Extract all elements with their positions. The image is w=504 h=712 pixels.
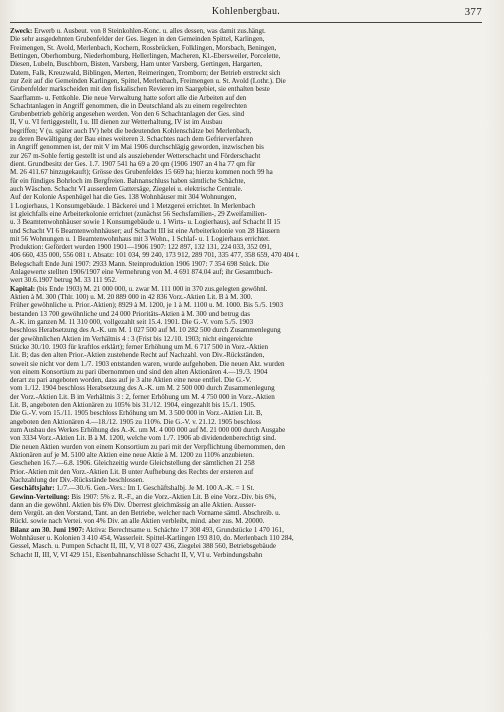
text-line — [10, 268, 482, 276]
line-text: Wohnhäuser u. Kolonien 3 410 454, Wasserleit. Spittel-Karlingen 193 810, do. Merlenbach 110 284, — [10, 534, 294, 543]
line-text: u. 3 Beamtenwohnhäuser sowie 1 Konsumgebäude u. 1 Wirts- u. Logierhaus), auf Schacht II 15 — [10, 218, 281, 227]
text-line — [10, 227, 482, 235]
line-text: Lit. B, angeboten den Aktionären zu 105% bis 31./12. 1904, eingezahlt bis 15./1. 1905. — [10, 401, 256, 410]
text-line — [10, 60, 482, 68]
text-line — [10, 260, 482, 268]
line-text: Aktionären auf je M. 5100 alte Aktien eine neue Aktie à M. 1200 zu 110% anzubieten. — [10, 450, 254, 459]
text-line — [10, 127, 482, 135]
text-line — [10, 152, 482, 160]
section-heading: Geschäftsjahr: — [10, 484, 55, 493]
line-text: für ein fündiges Bohrloch im Bergfreien. Bahnanschluss haben sämtliche Schächte, — [10, 176, 246, 185]
line-text: A.-K. im ganzen M. 11 310 000, vollgezahlt seit 15.4. 1901. Die G.-V. vom 5./5. 1903 — [10, 317, 254, 326]
text-line — [10, 318, 482, 326]
section-heading: Bilanz am 30. Juni 1907: — [10, 525, 85, 534]
line-text: Die G.-V. vom 15./11. 1905 beschloss Erhöhung um M. 3 500 000 in Vorz.-Aktien Lit. B, — [10, 409, 263, 418]
text-line — [10, 160, 482, 168]
text-line — [10, 542, 482, 550]
line-text: Die sehr ausgedehnten Grubenfelder der Ges. liegen in den Gemeinden Spittel, Karlingen, — [10, 35, 265, 44]
section-heading: Zweck: — [10, 27, 33, 35]
text-line — [10, 526, 482, 534]
line-text: zur Zeit auf die Gemeinden Karlingen, Spittel, Merlenbach, Freimengen u. St. Avold (Lothr.). Die — [10, 76, 286, 85]
text-line — [10, 243, 482, 251]
text-line — [10, 52, 482, 60]
text-line — [10, 326, 482, 334]
text-line — [10, 218, 482, 226]
text-line — [10, 476, 482, 484]
line-text: 406 660, 435 000, 556 081 t. Absatz: 101 034, 99 240, 173 912, 289 701, 335 477, 358 659, 470 404 t. — [10, 251, 300, 260]
line-text: Bettingen, Oberhomburg, Niederhomburg, Hellerlingen, Macheren, Kl.-Ebersweiler, Porcelette, — [10, 51, 281, 60]
text-line — [10, 35, 482, 43]
line-text: 1 Logierhaus, 1 Konsumgebäude. 1 Bäckerei und 1 Metzgerei errichtet. In Merlenbach — [10, 201, 255, 210]
text-line — [10, 484, 482, 492]
line-text: zu deren Bewältigung der Bau eines weiteren 3. Schachtes nach dem Gefrierverfahren — [10, 135, 254, 144]
section-heading: Kapital: — [10, 284, 36, 293]
text-line — [10, 335, 482, 343]
text-line — [10, 409, 482, 417]
text-line — [10, 501, 482, 509]
text-line — [10, 351, 482, 359]
line-text: und Schacht VI 6 Beamtenwohnhäuser; auf Schacht III ist eine Arbeiterkolonie von 28 Häusern — [10, 226, 280, 235]
text-line — [10, 493, 482, 501]
line-text: Erwerb u. Ausbeut. von 8 Steinkohlen-Konc. u. alles dessen, was damit zus.hängt. — [32, 27, 266, 35]
line-text: dem Vergüt. an den Vorstand, Tant. an den Betriebe, welcher nach Vorname sämtl. Abschreib. u. — [10, 509, 281, 518]
line-text: bestanden 13 700 gewöhnliche und 24 000 Prioritäts-Aktien à M. 300 und betrug das — [10, 309, 250, 318]
text-line — [10, 384, 482, 392]
text-line — [10, 293, 482, 301]
line-text: Nachzahlung der Div.-Rückstände beschlossen. — [10, 475, 144, 484]
text-line — [10, 418, 482, 426]
line-text: auch Wäschen. Schacht VI ausserdem Gattersäge, Ziegelei u. elektrische Centrale. — [10, 184, 243, 193]
line-text: Die neuen Aktien wurden von einem Konsortium zu pari mit der Verpflichtung übernommen, den — [10, 442, 286, 451]
line-text: Auf der Kolonie Aspenhügel hat die Ges. 138 Wohnhäuser mit 304 Wohnungen, — [10, 193, 237, 202]
text-line — [10, 44, 482, 52]
line-text: dient. Grundbesitz der Ges. 1.7. 1907 541 ha 69 a 20 qm (1906 1907 an 4 ha 77 qm für — [10, 160, 256, 168]
text-line — [10, 517, 482, 525]
line-text: dann an die gewöhnl. Aktien bis 6% Div. Überrest gleichmässig an alle Aktien. Ausser- — [10, 500, 256, 509]
line-text: in Angriff genommen ist, der mit V im Mai 1906 durchschlägig geworden, inzwischen bis — [10, 143, 264, 152]
line-text: II, V u. VI fertiggestellt, I u. III dienen zur Wetterhaltung, IV ist im Ausbau — [10, 118, 223, 127]
text-line — [10, 310, 482, 318]
text-line — [10, 434, 482, 442]
text-line — [10, 94, 482, 102]
text-line — [10, 185, 482, 193]
text-line — [10, 193, 482, 201]
text-line — [10, 451, 482, 459]
text-line — [10, 468, 482, 476]
text-line — [10, 285, 482, 293]
line-text: M. 26 411.67 hinzugekauft); Grösse des Grubenfeldes 15 669 ha; hierzu kommen noch 99 ha — [10, 168, 273, 177]
line-text: Schacht II, III, V, VI 429 151, Eisenbahnanschlüsse Schacht II, V, VI u. Verbindungsbahn — [10, 550, 263, 559]
line-text: Anlagewerte stellten 1906/1907 eine Vermehrung von M. 4 691 874.04 auf; ihr Gesamtbuch- — [10, 268, 273, 277]
text-line — [10, 210, 482, 218]
text-line — [10, 393, 482, 401]
text-line — [10, 360, 482, 368]
line-text: angeboten den Aktionären 4.—18./12. 1905 zu 110%. Die G.-V. v. 21.12. 1905 beschloss — [10, 417, 262, 426]
line-text: wert 30.6.1907 betrug M. 33 111 952. — [10, 276, 117, 285]
text-line — [10, 202, 482, 210]
line-text: Grubenfelder markscheiden mit den fiskalischen Revieren im Saargebiet, sie enthalten beste — [10, 85, 270, 94]
header-rule — [10, 22, 482, 23]
line-text: beschloss Herabsetzung des A.-K. um M. 1 027 500 auf M. 10 282 500 durch Zusammenlegung — [10, 326, 281, 335]
text-line — [10, 235, 482, 243]
line-text: Prior.-Aktien mit den Vorz.-Aktien Lit. B unter Aufhebung des Rechts der ersteren auf — [10, 467, 254, 476]
line-text: ist gleichfalls eine Arbeiterkolonie errichtet (zunächst 56 Sechsfamilien-, 29 Zweifamilien- — [10, 209, 267, 218]
line-text: vom 1./12. 1904 beschloss Herabsetzung des A.-K. um M. 2 500 000 durch Zusammenlegung — [10, 384, 275, 393]
text-line — [10, 135, 482, 143]
text-line — [10, 343, 482, 351]
line-text: 1./7.—30./6. Gen.-Vers.: Im I. Geschäftshalbj. Je M. 100 A.-K. = 1 St. — [54, 484, 255, 493]
line-text: Aktiva: Berechtsame u. Schächte 17 308 493, Grundstücke 1 470 161, — [84, 525, 284, 534]
text-line — [10, 443, 482, 451]
header-title: Kohlenbergbau. — [211, 6, 281, 17]
line-text: Aktien à M. 300 (Thlr. 100) u. M. 20 889 000 in 42 836 Vorz.-Aktien Lit. B à M. 300. — [10, 293, 253, 301]
line-text: zur 267 m-Sohle fertig gestellt ist und als ausziehender Wetterschacht und Förderschacht — [10, 151, 261, 160]
line-text: Gessel, Masch. u. Pumpen Schacht II, III, V, VI 8 027 436, Ziegelei 388 560, Betriebsgebäude — [10, 542, 276, 551]
line-text: der gewöhnlichen Aktien im Verhältnis 4 : 3 (Frist bis 12./10. 1903; nicht eingereichte — [10, 334, 253, 343]
page-number: 377 — [464, 6, 482, 18]
text-line — [10, 401, 482, 409]
text-line — [10, 551, 482, 559]
text-line — [10, 276, 482, 284]
text-line — [10, 251, 482, 259]
line-text: Bis 1907: 5% z. R.-F., an die Vorz.-Aktien Lit. B eine Vorz.-Div. bis 6%, — [69, 492, 277, 501]
line-text: von einem Konsortium zu pari übernommen und sind den alten Aktionären 4.—19./3. 1904 — [10, 367, 268, 376]
line-text: zum Ausbau des Werkes Erhöhung des A.-K. um M. 4 000 000 auf M. 21 000 000 durch Ausgabe — [10, 426, 286, 434]
text-line — [10, 301, 482, 309]
line-text: derart zu pari angeboten worden, dass auf je 3 alte Aktien eine neue entfiel. Die G.-V. — [10, 376, 252, 385]
text-line — [10, 177, 482, 185]
text-line — [10, 77, 482, 85]
line-text: der Vorz.-Aktien Lit. B im Verhältnis 3 : 2, ferner Erhöhung um M. 4 750 000 in Vorz.-Aktien — [10, 392, 275, 401]
line-text: mit 56 Wohnungen u. 1 Beamtenwohnhaus mit 3 Wohn., 1 Schlaf- u. 1 Logierhaus errichtet. — [10, 234, 270, 243]
line-text: von 3334 Vorz.-Aktien Lit. B à M. 1200, welche vom 1./7. 1906 ab dividendenberechtigt sind. — [10, 434, 277, 443]
text-line — [10, 376, 482, 384]
line-text: Stücke 30./10. 1903 für kraftlos erklärt); ferner Erhöhung um M. 6 717 500 in Vorz.-Aktien — [10, 342, 269, 351]
line-text: Produktion: Gefördert wurden 1900 1901—1906 1907: 122 897, 132 131, 224 033, 352 091, — [10, 243, 272, 252]
text-line — [10, 168, 482, 176]
line-text: Grubenbetrieb gehörig angesehen werden. Von den 6 Schachtanlagen der Ges. sind — [10, 110, 245, 119]
text-line — [10, 110, 482, 118]
line-text: Belegschaft Ende Juni 1907: 2933 Mann. Steinproduktion 1906 1907: 7 354 698 Stück. Die — [10, 259, 269, 268]
line-text: soweit sie nicht vor dem 1./7. 1903 entstanden waren, wurde aufgehoben. Die neuen Akt. wurden — [10, 359, 285, 368]
line-text: Früher gewöhnliche u. Prior.-Aktien); 8929 à M. 1200, je 1 à M. 1100 u. M. 1000. Bis 5./5. 1903 — [10, 301, 283, 310]
line-text: Schachtanlagen in Angriff genommen, die in Deutschland als zu einem regelrechten — [10, 101, 247, 110]
text-line — [10, 85, 482, 93]
text-line — [10, 459, 482, 467]
line-text: Datem, Falk, Kreuzwald, Biblingen, Merten, Reimeringen, Tromborn; der Betrieb erstreckt sich — [10, 68, 281, 77]
line-text: Lit. B; das den alten Prior.-Aktien zustehende Recht auf Nachzahl. von Div.-Rückständen, — [10, 351, 265, 360]
text-line — [10, 426, 482, 434]
text-line — [10, 368, 482, 376]
text-line — [10, 69, 482, 77]
line-text: Freimengen, St. Avold, Merlenbach, Kochern, Rossbrücken, Folklingen, Morsbach, Beningen, — [10, 43, 277, 52]
line-text: Saarflamm- u. Fettkohle. Die neue Verwaltung hatte sofort alle die Arbeiten auf den — [10, 93, 247, 102]
line-text: (bis Ende 1903) M. 21 000 000, u. zwar M. 111 000 in 370 zus.gelegten gewöhnl. — [35, 284, 268, 293]
text-line — [10, 27, 482, 35]
line-text: Geschehen 16.7.—6.8. 1906. Gleichzeitig wurde Gleichstellung der sämtlichen 21 258 — [10, 459, 255, 468]
text-line — [10, 118, 482, 126]
text-line — [10, 143, 482, 151]
text-line — [10, 102, 482, 110]
running-header — [10, 6, 482, 20]
line-text: begriffen; V (u. später auch IV) hebt die bedeutenden Kohlenschätze bei Merlenbach, — [10, 126, 252, 135]
text-line — [10, 534, 482, 542]
line-text: Rückl. sowie nach Vertei. von 4% Div. an alle Aktien verbleibt, mind. aber zus. M. 20000. — [10, 517, 265, 526]
body-text — [10, 27, 482, 559]
section-heading: Gewinn-Verteilung: — [10, 492, 70, 501]
line-text: Diesen, Lubeln, Buschborn, Bisten, Varsberg, Ham unter Varsberg, Gertingen, Hargarten, — [10, 60, 263, 69]
text-line — [10, 509, 482, 517]
